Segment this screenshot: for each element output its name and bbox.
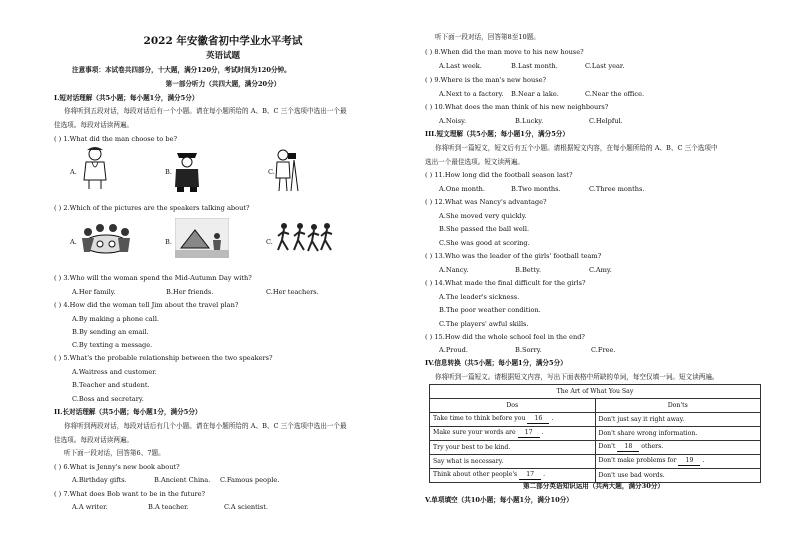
section3-heading: III.短文理解（共5小题；每小题1分，满分5分） bbox=[425, 130, 569, 138]
q10-option-a: A.Noisy. bbox=[439, 117, 467, 125]
q14-option-a: A.The leader's sickness. bbox=[439, 293, 520, 301]
question-3: ( ) 3.Who will the woman spend the Mid-Autumn Day with? bbox=[54, 274, 252, 282]
table-row bbox=[430, 455, 761, 469]
q3-option-c: C.Her teachers. bbox=[266, 288, 319, 296]
donts-cell bbox=[595, 441, 761, 455]
question-14: ( ) 14.What made the final difficult for the girls? bbox=[425, 279, 586, 287]
question-5: ( ) 5.What's the probable relationship between the two speakers? bbox=[54, 354, 273, 362]
q9-option-b: B.Near a lake. bbox=[511, 90, 559, 98]
q5-option-b: B.Teacher and student. bbox=[72, 381, 150, 389]
q9-option-c: C.Near the office. bbox=[585, 90, 645, 98]
q9-option-a: A.Next to a factory. bbox=[439, 90, 504, 98]
donts-cell bbox=[595, 455, 761, 469]
question-15: ( ) 15.How did the whole school feel in the end? bbox=[425, 333, 585, 341]
q4-option-c: C.By texting a message. bbox=[72, 341, 153, 349]
cell-text: Make sure your words are bbox=[433, 429, 516, 436]
dos-cell bbox=[430, 413, 596, 427]
table-header-dos: Dos bbox=[430, 399, 596, 413]
notice: 注意事项：本试卷共四部分，十大题，满分120分，考试时间为120分钟。 bbox=[72, 66, 291, 74]
section5-heading: V.单项填空（共10小题；每小题1分，满分10分） bbox=[425, 496, 573, 504]
cell-text: Take time to think before you bbox=[433, 415, 526, 422]
q1-option-b-label: B. bbox=[165, 168, 172, 176]
policeman-picture bbox=[173, 147, 201, 193]
section1-instruction: 你将听到五段对话，每段对话后有一个小题。请在每小题所给的 A、B、C 三个选项中选出一个最 bbox=[64, 107, 347, 115]
section1-instruction-2: 佳选项。每段对话读两遍。 bbox=[54, 121, 134, 129]
q8-option-c: C.Last year. bbox=[585, 62, 625, 70]
q13-option-b: B.Betty. bbox=[515, 266, 541, 274]
q12-option-b: B.She passed the ball well. bbox=[439, 225, 530, 233]
q2-option-b-label: B. bbox=[165, 238, 172, 246]
dos-cell bbox=[430, 469, 596, 483]
q5-option-a: A.Waitress and customer. bbox=[72, 368, 157, 376]
section4-instruction: 你将听到一篇短文。请根据短文内容，写出下面表格中所缺的单词，每空仅填一词。短文读两遍。 bbox=[435, 373, 719, 381]
q6-option-a: A.Birthday gifts. bbox=[72, 476, 127, 484]
q15-option-c: C.Free. bbox=[591, 346, 616, 354]
q8-option-a: A.Last week. bbox=[439, 62, 482, 70]
question-4: ( ) 4.How did the woman tell Jim about the travel plan? bbox=[54, 301, 239, 309]
q15-option-b: B.Sorry. bbox=[515, 346, 542, 354]
section1-heading: I.短对话理解（共5小题；每小题1分，满分5分） bbox=[54, 94, 199, 102]
table-row bbox=[430, 441, 761, 455]
q8-option-b: B.Last month. bbox=[511, 62, 558, 70]
q3-option-a: A.Her family. bbox=[72, 288, 116, 296]
cell-tail: . bbox=[543, 471, 546, 478]
q11-option-b: B.Two months. bbox=[511, 185, 561, 193]
q1-option-c-label: C. bbox=[268, 168, 275, 176]
info-table bbox=[429, 384, 761, 483]
q15-option-a: A.Proud. bbox=[439, 346, 468, 354]
question-8: ( ) 8.When did the man move to his new house? bbox=[425, 48, 584, 56]
q6-option-b: B.Ancient China. bbox=[154, 476, 211, 484]
dos-cell bbox=[430, 441, 596, 455]
answer-blank[interactable]: 18 bbox=[617, 443, 639, 452]
q6-option-c: C.Famous people. bbox=[220, 476, 280, 484]
cell-tail: . bbox=[702, 457, 705, 464]
q7-option-b: B.A teacher. bbox=[148, 503, 189, 511]
exam-subtitle: 英语试题 bbox=[205, 51, 240, 61]
question-12: ( ) 12.What was Nancy's advantage? bbox=[425, 198, 547, 206]
q4-option-b: B.By sending an email. bbox=[72, 328, 149, 336]
q7-option-a: A.A writer. bbox=[72, 503, 108, 511]
photographer-picture bbox=[274, 148, 300, 192]
q4-option-a: A.By making a phone call. bbox=[72, 315, 160, 323]
dos-cell bbox=[430, 455, 596, 469]
q5-option-c: C.Boss and secretary. bbox=[72, 395, 144, 403]
question-13: ( ) 13.Who was the leader of the girls' football team? bbox=[425, 252, 602, 260]
q13-option-c: C.Amy. bbox=[589, 266, 612, 274]
cell-tail: others. bbox=[641, 443, 664, 450]
question-6: ( ) 6.What is Jenny's new book about? bbox=[54, 463, 180, 471]
q2-option-a-label: A. bbox=[70, 238, 77, 246]
camping-picture bbox=[175, 218, 229, 258]
cell-text: Try your best to be kind. bbox=[433, 443, 511, 451]
exam-title: 2022 年安徽省初中学业水平考试 bbox=[143, 35, 303, 47]
donts-cell bbox=[595, 427, 761, 441]
dialogue1-note: 听下面一段对话，回答第6、7题。 bbox=[64, 449, 165, 457]
cell-text: Don't bbox=[598, 443, 616, 450]
q1-option-a-label: A. bbox=[70, 168, 77, 176]
section4-heading: IV.信息转换（共5小题；每小题1分，满分5分） bbox=[425, 359, 567, 367]
table-row bbox=[430, 413, 761, 427]
q13-option-a: A.Nancy. bbox=[439, 266, 469, 274]
table-row bbox=[430, 469, 761, 483]
part2-heading: 第二部分英语知识运用（共两大题，满分30分） bbox=[522, 482, 665, 490]
cell-text: Don't just say it right away. bbox=[598, 415, 685, 423]
question-10: ( ) 10.What does the man think of his new neighbours? bbox=[425, 103, 609, 111]
q14-option-b: B.The poor weather condition. bbox=[439, 306, 541, 314]
answer-blank[interactable]: 17 bbox=[519, 471, 541, 480]
q12-option-c: C.She was good at scoring. bbox=[439, 239, 530, 247]
cell-text: Don't make problems for bbox=[598, 457, 677, 464]
section2-instruction-2: 佳选项。每段对话读两遍。 bbox=[54, 436, 134, 444]
family-dinner-picture bbox=[80, 218, 132, 258]
part1-heading: 第一部分听力（共四大题，满分20分） bbox=[165, 80, 281, 88]
cell-text: Don't use bad words. bbox=[598, 471, 665, 479]
donts-cell bbox=[595, 413, 761, 427]
cell-text: Think about other people's bbox=[433, 471, 518, 478]
question-1: ( ) 1.What did the man choose to be? bbox=[54, 135, 178, 143]
question-7: ( ) 7.What does Bob want to be in the future? bbox=[54, 490, 206, 498]
table-body bbox=[430, 413, 761, 483]
q10-option-c: C.Helpful. bbox=[589, 117, 623, 125]
answer-blank[interactable]: 17 bbox=[518, 429, 540, 438]
donts-cell bbox=[595, 469, 761, 483]
answer-blank[interactable]: 16 bbox=[527, 415, 549, 424]
q11-option-c: C.Three months. bbox=[589, 185, 645, 193]
answer-blank[interactable]: 19 bbox=[678, 457, 700, 466]
q2-option-c-label: C. bbox=[266, 238, 273, 246]
cell-tail: . bbox=[541, 429, 544, 436]
section2-instruction: 你将听到两段对话，每段对话后有几个小题。请在每小题所给的 A、B、C 三个选项中选出一个最 bbox=[64, 422, 347, 430]
running-people-picture bbox=[276, 220, 334, 258]
table-row bbox=[430, 427, 761, 441]
cell-tail: . bbox=[551, 415, 554, 422]
q14-option-c: C.The players' awful skills. bbox=[439, 320, 529, 328]
section2-heading: II.长对话理解（共5小题；每小题1分，满分5分） bbox=[54, 408, 202, 416]
q12-option-a: A.She moved very quickly. bbox=[439, 212, 527, 220]
table-header-donts: Don'ts bbox=[595, 399, 761, 413]
q11-option-a: A.One month. bbox=[439, 185, 485, 193]
doctor-picture bbox=[82, 146, 108, 190]
question-2: ( ) 2.Which of the pictures are the speakers talking about? bbox=[54, 204, 250, 212]
question-9: ( ) 9.Where is the man's new house? bbox=[425, 76, 547, 84]
cell-text: Say what is necessary. bbox=[433, 457, 504, 465]
table-title: The Art of What You Say bbox=[430, 385, 761, 399]
question-11: ( ) 11.How long did the football season last? bbox=[425, 171, 573, 179]
cell-text: Don't share wrong information. bbox=[598, 429, 698, 437]
q7-option-c: C.A scientist. bbox=[224, 503, 268, 511]
q3-option-b: B.Her friends. bbox=[166, 288, 214, 296]
dos-cell bbox=[430, 427, 596, 441]
section3-instruction-2: 选出一个最佳选项。短文读两遍。 bbox=[425, 158, 524, 166]
q10-option-b: B.Lucky. bbox=[515, 117, 544, 125]
dialogue2-note: 听下面一段对话，回答第8至10题。 bbox=[435, 33, 540, 41]
section3-instruction: 你将听到一篇短文，短文后有五个小题。请根据短文内容，在每小题所给的 A、B、C 三个选项中 bbox=[435, 144, 718, 152]
